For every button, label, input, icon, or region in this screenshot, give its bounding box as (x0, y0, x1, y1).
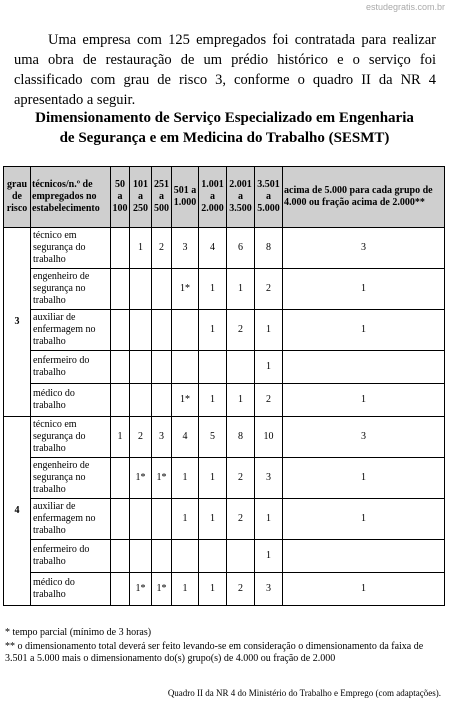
count-cell: 2 (255, 384, 283, 417)
count-cell: 1* (130, 458, 152, 499)
count-cell: 1 (172, 458, 199, 499)
intro-paragraph (14, 30, 436, 110)
header-cell: grau de risco (4, 167, 31, 228)
count-cell (130, 384, 152, 417)
source-caption: Quadro II da NR 4 do Ministério do Trabalho e Emprego (com adaptações). (167, 688, 441, 698)
count-cell (199, 540, 227, 573)
table-row (4, 384, 445, 417)
count-cell (152, 540, 172, 573)
count-cell: 3 (172, 228, 199, 269)
count-cell (227, 351, 255, 384)
footnote-part-time: * tempo parcial (mínimo de 3 horas) (5, 627, 152, 638)
count-cell: 1 (199, 458, 227, 499)
count-cell: 3 (283, 228, 445, 269)
table-row (4, 310, 445, 351)
count-cell: 1 (255, 351, 283, 384)
count-cell: 1 (283, 269, 445, 310)
count-cell: 1* (172, 384, 199, 417)
count-cell (152, 499, 172, 540)
header-row (4, 167, 445, 228)
professional-cell: enfermeiro do trabalho (31, 540, 111, 573)
table-row (4, 499, 445, 540)
count-cell: 1 (172, 573, 199, 606)
count-cell (283, 540, 445, 573)
count-cell (172, 351, 199, 384)
professional-cell: engenheiro de segurança no trabalho (31, 458, 111, 499)
count-cell (111, 384, 130, 417)
count-cell (111, 458, 130, 499)
title-line-2: de Segurança e em Medicina do Trabalho (SESMT) (59, 130, 390, 146)
count-cell: 1 (283, 499, 445, 540)
professional-cell: técnico em segurança do trabalho (31, 228, 111, 269)
count-cell: 1 (255, 310, 283, 351)
count-cell: 1 (283, 384, 445, 417)
count-cell: 2 (227, 573, 255, 606)
professional-cell: enfermeiro do trabalho (31, 351, 111, 384)
count-cell: 2 (130, 417, 152, 458)
header-cell: 50 a 100 (111, 167, 130, 228)
professional-cell: técnico em segurança do trabalho (31, 417, 111, 458)
count-cell: 2 (227, 499, 255, 540)
count-cell: 1 (199, 573, 227, 606)
header-cell: técnicos/n.º de empregados no estabelecimento (31, 167, 111, 228)
count-cell: 1 (172, 499, 199, 540)
count-cell: 1 (255, 499, 283, 540)
count-cell: 3 (255, 458, 283, 499)
header-cell: 251 a 500 (152, 167, 172, 228)
count-cell: 1 (199, 269, 227, 310)
count-cell: 1 (227, 384, 255, 417)
count-cell (152, 310, 172, 351)
count-cell (111, 228, 130, 269)
count-cell: 1 (199, 310, 227, 351)
risk-grade-cell: 4 (4, 417, 31, 606)
count-cell (111, 499, 130, 540)
count-cell: 8 (255, 228, 283, 269)
count-cell: 2 (255, 269, 283, 310)
professional-cell: auxiliar de enfermagem no trabalho (31, 310, 111, 351)
professional-cell: auxiliar de enfermagem no trabalho (31, 499, 111, 540)
table-row (4, 417, 445, 458)
count-cell: 1 (283, 458, 445, 499)
header-cell: acima de 5.000 para cada grupo de 4.000 ou fração acima de 2.000** (283, 167, 445, 228)
count-cell: 2 (227, 458, 255, 499)
count-cell (130, 351, 152, 384)
count-cell: 1 (227, 269, 255, 310)
header-cell: 101 a 250 (130, 167, 152, 228)
table-row (4, 458, 445, 499)
count-cell: 1 (130, 228, 152, 269)
count-cell: 1 (283, 310, 445, 351)
count-cell (111, 573, 130, 606)
professional-cell: médico do trabalho (31, 573, 111, 606)
sesmt-table (3, 166, 445, 606)
count-cell (111, 351, 130, 384)
count-cell (130, 540, 152, 573)
count-cell (111, 310, 130, 351)
count-cell: 3 (152, 417, 172, 458)
count-cell: 10 (255, 417, 283, 458)
table-row (4, 269, 445, 310)
count-cell: 1* (152, 573, 172, 606)
footnote-dimensioning: ** o dimensionamento total deverá ser feito levando-se em consideração o dimensionamento da faixa de 3.501 a 5.000 mais o dimensionamento do(s) grupo(s) de 4.000 ou fração de 2.000 (5, 641, 424, 664)
table-row (4, 540, 445, 573)
count-cell (130, 269, 152, 310)
count-cell: 1* (130, 573, 152, 606)
table-row (4, 228, 445, 269)
count-cell: 6 (227, 228, 255, 269)
table-title (6, 108, 443, 148)
header-cell: 3.501 a 5.000 (255, 167, 283, 228)
count-cell: 1* (152, 458, 172, 499)
count-cell: 3 (255, 573, 283, 606)
professional-cell: médico do trabalho (31, 384, 111, 417)
watermark: estudegratis.com.br (365, 2, 445, 12)
count-cell: 1 (199, 384, 227, 417)
count-cell (172, 310, 199, 351)
count-cell: 3 (283, 417, 445, 458)
header-cell: 501 a 1.000 (172, 167, 199, 228)
intro-text: Uma empresa com 125 empregados foi contratada para realizar uma obra de restauração de um prédio histórico e o serviço foi classificado com grau de risco 3, conforme o quadro II da NR 4 apresentado a seguir. (14, 32, 436, 108)
table-row (4, 351, 445, 384)
count-cell (199, 351, 227, 384)
footnotes (5, 627, 443, 667)
count-cell: 1 (111, 417, 130, 458)
count-cell (111, 269, 130, 310)
header-cell: 1.001 a 2.000 (199, 167, 227, 228)
professional-cell: engenheiro de segurança no trabalho (31, 269, 111, 310)
count-cell: 4 (172, 417, 199, 458)
count-cell: 4 (199, 228, 227, 269)
count-cell: 2 (227, 310, 255, 351)
count-cell: 5 (199, 417, 227, 458)
count-cell (152, 351, 172, 384)
count-cell: 1 (283, 573, 445, 606)
risk-grade-cell: 3 (4, 228, 31, 417)
title-line-1: Dimensionamento de Serviço Especializado em Engenharia (35, 110, 414, 126)
count-cell (172, 540, 199, 573)
count-cell (152, 269, 172, 310)
count-cell (227, 540, 255, 573)
table-row (4, 573, 445, 606)
count-cell: 2 (152, 228, 172, 269)
count-cell: 1 (255, 540, 283, 573)
count-cell (111, 540, 130, 573)
header-cell: 2.001 a 3.500 (227, 167, 255, 228)
count-cell: 1* (172, 269, 199, 310)
count-cell (130, 310, 152, 351)
count-cell: 8 (227, 417, 255, 458)
count-cell: 1 (199, 499, 227, 540)
count-cell (152, 384, 172, 417)
count-cell (130, 499, 152, 540)
count-cell (283, 351, 445, 384)
